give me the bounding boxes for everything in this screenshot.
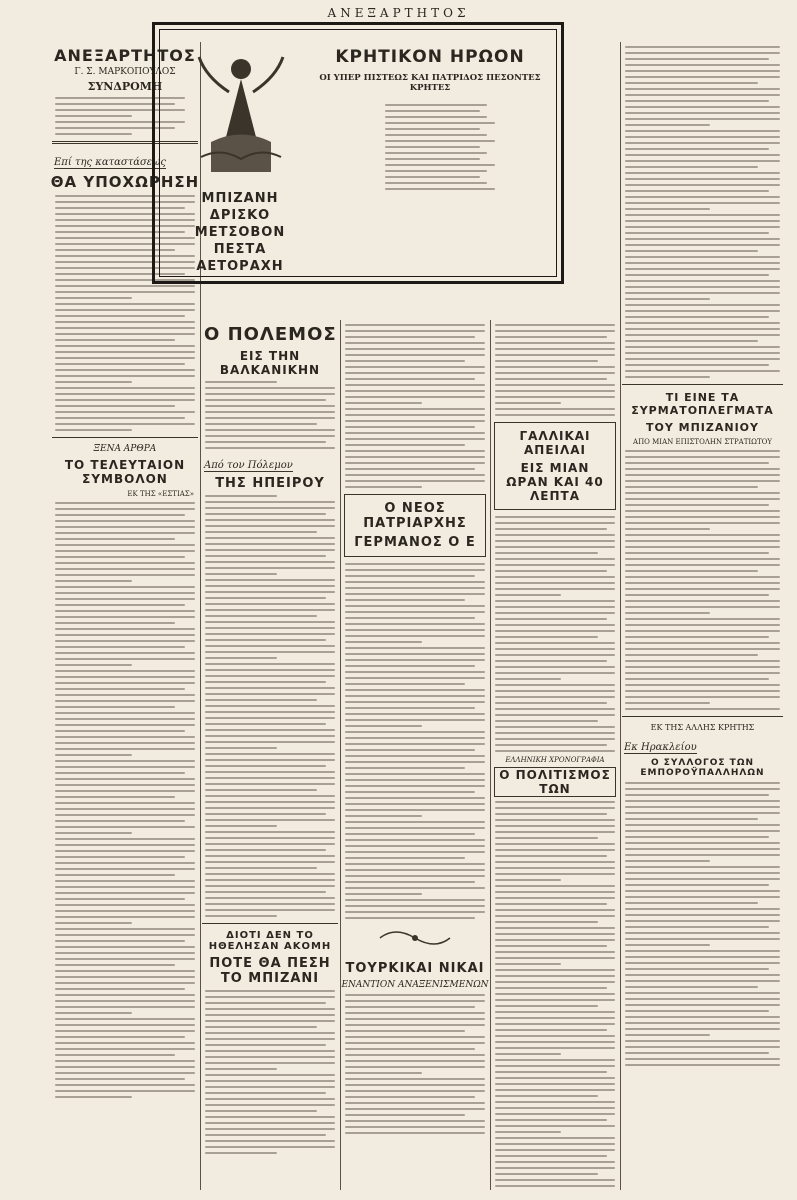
place-name: ΑΕΤΟΡΑΧΗ [196, 259, 284, 274]
column-4 [620, 42, 785, 1190]
article-body [620, 450, 785, 710]
article-subheadline: ΕΙΣ ΜΙΑΝ ΩΡΑΝ ΚΑΙ 40 ΛΕΠΤΑ [506, 461, 604, 503]
article-headline: ΤΟΥΡΚΙΚΑΙ ΝΙΚΑΙ [345, 961, 485, 976]
article-body [490, 801, 620, 1190]
place-name: ΜΕΤΣΟΒΟΝ [194, 225, 286, 240]
place-name: ΔΡΙΣΚΟ [209, 208, 271, 223]
article-byline: ΑΠΟ ΜΙΑΝ ΕΠΙΣΤΟΛΗΝ ΣΤΡΑΤΙΩΤΟΥ [633, 438, 772, 446]
article-headline: ΤΙ ΕΙΝΕ ΤΑ ΣΥΡΜΑΤΟΠΛΕΓΜΑΤΑ [631, 391, 774, 417]
memorial-figure-icon [191, 47, 291, 177]
masthead-editor: Γ. Σ. ΜΑΡΚΟΠΟΥΛΟΣ [74, 67, 176, 77]
article-body [620, 46, 785, 378]
place-name: ΠΕΣΤΑ [213, 242, 267, 257]
war-headline: Ο ΠΟΛΕΜΟΣ [204, 324, 337, 345]
article-body [490, 516, 620, 752]
memorial-subtitle: ΟΙ ΥΠΕΡ ΠΙΣΤΕΩΣ ΚΑΙ ΠΑΤΡΙΔΟΣ ΠΕΣΟΝΤΕΣ ΚΡΗΤΕΣ [319, 73, 541, 93]
article-body [620, 782, 785, 1066]
memorial-names-list [385, 100, 495, 194]
article-body [200, 381, 340, 449]
article-headline: ΤΗΣ ΗΠΕΙΡΟΥ [215, 476, 325, 491]
article-kicker-line: ΔΙΟΤΙ ΔΕΝ ΤΟ ΗΘΕΛΗΣΑΝ ΑΚΟΜΗ [208, 930, 332, 952]
section-label: ΞΕΝΑ ΑΡΘΡΑ [93, 444, 157, 454]
article-kicker: Εκ Ηρακλείου [624, 742, 697, 753]
article-kicker: Επί της καταστάσεως [54, 157, 166, 168]
article-body [340, 563, 490, 919]
article-body [50, 502, 200, 1098]
article-headline: ΘΑ ΥΠΟΧΩΡΗΣΗ [50, 173, 200, 191]
place-name: ΜΠΙΖΑΝΗ [201, 191, 279, 206]
article-body [200, 990, 340, 1154]
article-body [340, 324, 490, 488]
article-source: ΕΚ ΤΗΣ «ΕΣΤΙΑΣ» [127, 490, 194, 498]
newspaper-page [50, 22, 790, 1190]
running-head: ΑΝΕΞΑΡΤΗΤΟΣ [327, 6, 470, 20]
column-wide [490, 320, 620, 1190]
article-headline: Ο ΣΥΛΛΟΓΟΣ ΤΩΝ ΕΜΠΟΡΟΫΠΑΛΛΗΛΩΝ [640, 758, 765, 778]
memorial-box [152, 22, 564, 284]
article-headline-b: ΤΟΥ ΜΠΙΖΑΝΙΟΥ [646, 421, 759, 434]
article-body [200, 495, 340, 917]
memorial-title: ΚΡΗΤΙΚΟΝ ΗΡΩΟΝ [335, 47, 525, 67]
column-3 [340, 320, 490, 1190]
patriarch-headline-box [344, 494, 486, 557]
french-headline-box [494, 422, 616, 510]
article-kicker: Από τον Πόλεμον [204, 460, 293, 471]
war-subheadline: ΕΙΣ ΤΗΝ ΒΑΛΚΑΝΙΚΗΝ [219, 349, 321, 377]
article-headline-b: ΓΕΡΜΑΝΟΣ Ο Ε [354, 535, 476, 550]
section-label: ΕΚ ΤΗΣ ΑΛΛΗΣ ΚΡΗΤΗΣ [650, 723, 755, 732]
article-headline: Ο ΝΕΟΣ ΠΑΤΡΙΑΡΧΗΣ [363, 501, 467, 531]
article-body [490, 324, 620, 416]
article-subheadline: ΕΝΑΝΤΙΟΝ ΑΝΑΞΕΝΙΣΜΕΝΩΝ [341, 980, 489, 990]
memorial-places [175, 190, 305, 275]
masthead-title: ΑΝΕΞΑΡΤΗΤΟΣ [54, 46, 196, 65]
article-headline: ΠΟΤΕ ΘΑ ΠΕΣΗ ΤΟ ΜΠΙΖΑΝΙ [209, 956, 331, 986]
ornament-icon [340, 923, 490, 953]
column-2 [200, 320, 340, 1190]
article-headline: ΤΟ ΤΕΛΕΥΤΑΙΟΝ ΣΥΜΒΟΛΟΝ [64, 458, 186, 486]
section-label: ΕΛΛΗΝΙΚΗ ΧΡΟΝΟΓΡΑΦΙΑ [505, 756, 605, 764]
article-headline: Ο ΠΟΛΙΤΙΣΜΟΣ ΤΩΝ [494, 767, 616, 797]
subscription-heading: ΣΥΝΔΡΟΜΗ [87, 80, 163, 93]
article-body [340, 994, 490, 1134]
article-headline: ΓΑΛΛΙΚΑΙ ΑΠΕΙΛΑΙ [519, 429, 591, 457]
